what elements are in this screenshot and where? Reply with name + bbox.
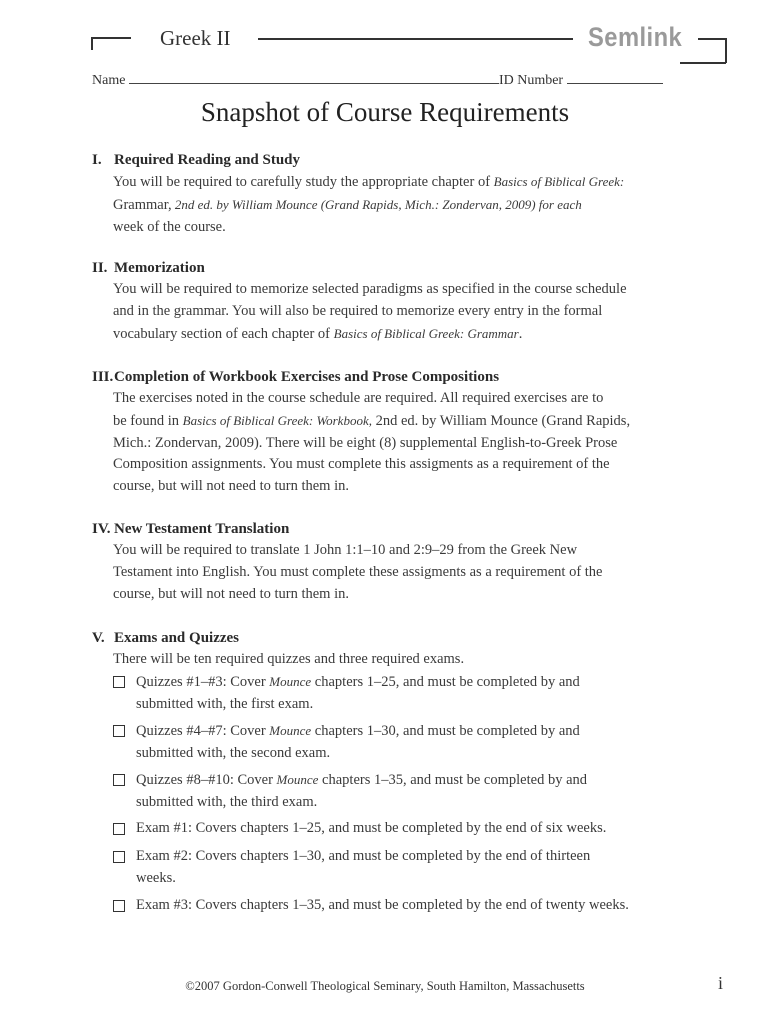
checklist-item (113, 720, 693, 765)
text-line (113, 171, 692, 194)
text-run: submitted with, the second exam. (136, 744, 331, 761)
text-line (136, 818, 693, 840)
text-line (113, 301, 692, 323)
text-run: be found in (113, 412, 183, 429)
section-number: II. (92, 260, 108, 276)
text-line (113, 649, 692, 671)
section-number: I. (92, 152, 102, 168)
section-heading (92, 627, 692, 649)
checklist-item (113, 671, 693, 716)
checkbox-icon[interactable] (113, 823, 125, 835)
section-4 (92, 518, 692, 605)
checklist-item-text (136, 769, 693, 814)
checklist-item-text (136, 671, 693, 716)
section-number: V. (92, 630, 105, 646)
text-line (113, 217, 692, 239)
text-run: There will be ten required quizzes and three required exams. (113, 651, 465, 667)
text-line (113, 454, 692, 476)
header-rule-left-top (91, 37, 131, 39)
section-1 (92, 149, 692, 238)
text-line (136, 720, 693, 743)
page-number: i (718, 973, 724, 993)
text-run: course, but will not need to turn them in. (113, 478, 349, 495)
text-line (136, 792, 693, 814)
text-line (113, 194, 692, 217)
text-run: Quizzes #1–#3: Cover (136, 674, 270, 690)
text-line (113, 433, 692, 455)
section-heading (92, 366, 692, 388)
id-number-field[interactable] (567, 71, 663, 84)
name-id-row (92, 71, 663, 89)
section-heading-text: Completion of Workbook Exercises and Prose Compositions (114, 369, 500, 385)
checkbox-icon[interactable] (113, 774, 125, 786)
text-run: week of the course. (113, 218, 226, 235)
page-title: Snapshot of Course Requirements (200, 97, 570, 127)
section-paragraph (113, 649, 692, 671)
text-run: submitted with, the first exam. (136, 695, 314, 712)
brand-logo: Semlink (588, 22, 683, 52)
checklist-item (113, 818, 693, 840)
text-run: submitted with, the third exam. (136, 793, 318, 810)
text-run: chapters 1–30, and must be completed by and (311, 723, 580, 739)
italic-title: Mounce (269, 723, 312, 738)
text-run: Exam #3: Covers chapters 1–35, and must be completed by the end of twenty weeks. (136, 897, 629, 913)
checklist-item (113, 769, 693, 814)
section-heading-text: Exams and Quizzes (114, 630, 240, 646)
text-line (136, 846, 693, 868)
checklist-item (113, 846, 693, 890)
text-run: . (518, 325, 523, 342)
section-heading (92, 149, 692, 171)
text-run: Testament into English. You must complete these assigments as a requirement of the (113, 563, 603, 580)
italic-title: Mounce (269, 674, 312, 689)
section-2 (92, 257, 692, 345)
italic-title: 2nd ed. by William Mounce (Grand Rapids, Mich.: Zondervan, 2009) for each (171, 196, 582, 212)
section-heading (92, 257, 692, 279)
text-run: Quizzes #8–#10: Cover (136, 772, 277, 788)
section-paragraph (113, 279, 692, 345)
checkbox-icon[interactable] (113, 725, 125, 737)
name-label: Name (92, 73, 126, 88)
text-line (136, 895, 693, 917)
section-paragraph (113, 388, 692, 498)
section-paragraph (113, 171, 692, 238)
checkbox-icon[interactable] (113, 851, 125, 863)
text-line (113, 584, 692, 606)
text-run: vocabulary section of each chapter of (113, 325, 334, 342)
section-number: IV. (92, 521, 111, 537)
text-line (113, 476, 692, 498)
text-run: Grammar, (113, 196, 172, 213)
text-line (113, 540, 692, 562)
text-run: 2nd ed. by William Mounce (Grand Rapids, (371, 412, 631, 429)
section-number: III. (92, 369, 114, 385)
section-paragraph (113, 540, 692, 605)
text-run: You will be required to memorize selected paradigms as specified in the course schedule (113, 281, 627, 297)
text-run: You will be required to carefully study the appropriate chapter of (113, 174, 494, 190)
checklist-item-text (136, 846, 693, 890)
text-run: You will be required to translate 1 John 1:1–10 and 2:9–29 from the Greek New (113, 542, 578, 558)
text-run: chapters 1–25, and must be completed by and (311, 674, 580, 690)
section-heading (92, 518, 692, 540)
header-rule-middle (258, 38, 573, 40)
text-run: Quizzes #4–#7: Cover (136, 723, 270, 739)
text-run: weeks. (136, 869, 176, 886)
italic-title: Basics of Biblical Greek: Grammar (333, 325, 519, 341)
text-run: chapters 1–35, and must be completed by and (318, 772, 588, 788)
checklist-item-text (136, 720, 693, 765)
header-rule-right-top (698, 38, 726, 40)
text-run: Exam #1: Covers chapters 1–25, and must be completed by the end of six weeks. (136, 820, 607, 836)
text-line (113, 562, 692, 584)
text-run: and in the grammar. You will also be required to memorize every entry in the formal (113, 302, 603, 319)
text-run: Exam #2: Covers chapters 1–30, and must be completed by the end of thirteen (136, 848, 591, 864)
italic-title: Mounce (276, 772, 319, 787)
header-rule-left-tick (91, 37, 93, 50)
section-heading-text: Memorization (114, 260, 205, 276)
text-line (113, 388, 692, 410)
footer-copyright: ©2007 Gordon-Conwell Theological Seminary, South Hamilton, Massachusetts (185, 979, 585, 993)
text-run: Mich.: Zondervan, 2009). There will be eight (8) supplemental English-to-Greek Prose (113, 434, 618, 451)
checklist-item-text (136, 895, 693, 917)
section-3 (92, 366, 692, 498)
checklist-item-text (136, 818, 693, 840)
text-line (113, 279, 692, 301)
text-line (113, 410, 692, 433)
text-line (136, 868, 693, 890)
checklist-item (113, 895, 693, 917)
text-line (136, 694, 693, 716)
checkbox-icon[interactable] (113, 676, 125, 688)
text-run: course, but will not need to turn them in. (113, 585, 349, 602)
section-5 (92, 627, 692, 671)
checkbox-icon[interactable] (113, 900, 125, 912)
name-field[interactable] (129, 71, 499, 84)
text-line (113, 323, 692, 346)
id-label: ID Number (498, 73, 564, 88)
italic-title: Basics of Biblical Greek: Workbook, (182, 412, 372, 428)
section-heading-text: Required Reading and Study (114, 152, 301, 168)
section-heading-text: New Testament Translation (114, 521, 290, 537)
course-title: Greek II (160, 26, 231, 50)
header-rule-right-bottom (680, 62, 726, 64)
text-line (136, 743, 693, 765)
italic-title: Basics of Biblical Greek: (493, 174, 625, 189)
text-line (136, 671, 693, 694)
text-run: Composition assignments. You must complete this assigments as a requirement of the (113, 456, 610, 473)
text-line (136, 769, 693, 792)
header-rule-right-tick (725, 38, 727, 63)
text-run: The exercises noted in the course schedule are required. All required exercises are to (113, 390, 604, 406)
